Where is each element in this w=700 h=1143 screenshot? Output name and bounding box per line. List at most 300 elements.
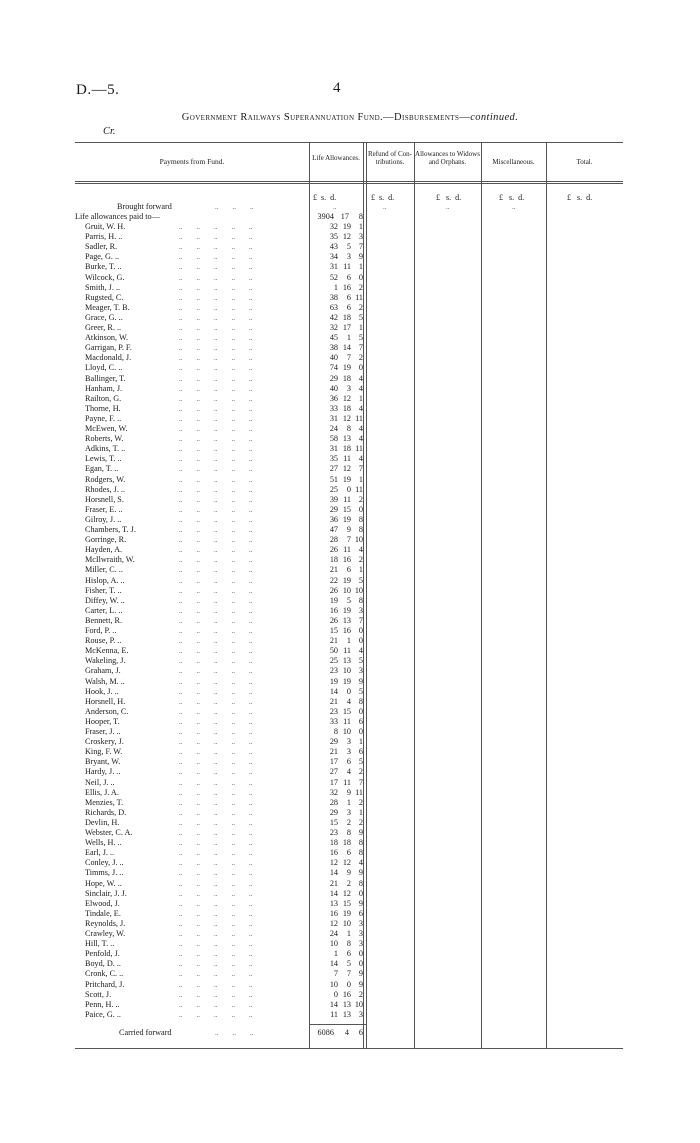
amount-pence: 3	[358, 939, 363, 949]
life-allowance-amount	[311, 565, 363, 575]
amount-shillings: 9	[346, 525, 351, 534]
amount-pence: 9	[358, 252, 363, 262]
amount-shillings: 5	[346, 242, 351, 252]
life-allowance-amount	[311, 929, 363, 939]
life-allowance-amount	[311, 232, 363, 242]
amount-pounds: 32	[329, 787, 338, 797]
amount-shillings: 16	[342, 989, 351, 999]
amount-pounds: 21	[329, 747, 338, 757]
leader-dots: .. .. .. .. ..	[179, 798, 253, 807]
amount-shillings: 16	[342, 555, 351, 565]
amount-shillings: 7	[346, 535, 351, 545]
leader-dots: .. .. .. .. ..	[179, 536, 253, 545]
amount-pounds: 17	[329, 777, 338, 787]
amount-shillings: 10	[342, 585, 351, 595]
amount-pounds: 16	[329, 848, 338, 858]
payee-name: King, F. W.	[85, 747, 123, 757]
table-row	[75, 576, 623, 586]
leader-dots: .. .. .. .. ..	[179, 1010, 253, 1019]
leader-dots: .. .. .. .. ..	[179, 425, 253, 433]
life-allowance-amount	[311, 475, 363, 485]
amount-shillings: 19	[342, 575, 351, 585]
amount-pence: 2	[358, 282, 363, 292]
leader-dots: .. .. .. .. ..	[179, 556, 253, 565]
leader-dots: .. .. .. .. ..	[179, 303, 253, 312]
life-allowance-amount	[311, 464, 363, 474]
leader-dots: .. .. .. .. ..	[179, 596, 253, 605]
amount-shillings: 10	[342, 666, 351, 676]
payee-name: Hanham, J.	[85, 383, 123, 393]
payee-name: Smith, J. ..	[85, 282, 121, 292]
leader-dots: .. .. .. .. ..	[179, 324, 253, 332]
life-allowance-amount	[311, 535, 363, 545]
table-row	[75, 788, 623, 798]
life-allowance-amount	[311, 980, 363, 990]
leader-dots: .. .. .. .. ..	[179, 859, 253, 868]
amount-shillings: 10	[342, 727, 351, 736]
widows-d: d.	[455, 193, 462, 202]
life-allowance-amount	[311, 303, 363, 313]
table-row	[75, 252, 623, 262]
payee-name: Timms, J. ..	[85, 868, 124, 878]
life-allowance-amount	[311, 273, 363, 283]
amount-pounds: 23	[329, 666, 338, 676]
payee-name: Sadler, R.	[85, 242, 118, 252]
payee-name: Croskery, J.	[85, 737, 124, 747]
amount-pounds: 21	[329, 878, 338, 888]
amount-pounds: 36	[329, 514, 338, 524]
amount-pence: 8	[358, 838, 363, 848]
leader-dots: .. .. .. .. ..	[179, 566, 253, 575]
life-allowance-amount	[311, 767, 363, 777]
table-row	[75, 222, 623, 232]
table-row	[75, 565, 623, 575]
leader-dots: .. .. .. .. ..	[179, 223, 253, 231]
amount-pounds: 23	[329, 706, 338, 716]
table-row	[75, 959, 623, 969]
amount-pounds: 31	[329, 262, 338, 272]
amount-pence: 11	[355, 444, 363, 454]
amount-pence: 0	[358, 959, 363, 969]
amount-pence: 0	[358, 706, 363, 716]
cf-pence: 6	[358, 1028, 363, 1037]
amount-pounds: 52	[329, 272, 338, 282]
leader-dots: .. .. .. .. ..	[179, 728, 253, 736]
table-row	[75, 808, 623, 818]
table-row	[75, 757, 623, 767]
life-allowance-amount	[311, 990, 363, 1000]
amount-shillings: 19	[342, 222, 351, 231]
amount-pounds: 23	[329, 828, 338, 837]
amount-pence: 6	[358, 747, 363, 757]
life-allowance-amount	[311, 485, 363, 495]
amount-pence: 5	[358, 312, 363, 322]
table-top-rule	[75, 142, 623, 143]
amount-pence: 8	[358, 696, 363, 706]
life-allowance-amount	[311, 636, 363, 646]
leader-dots: .. .. .. .. ..	[179, 465, 253, 474]
payee-name: Conley, J. ..	[85, 858, 124, 868]
table-row	[75, 525, 623, 535]
leader-dots: .. .. .. .. ..	[179, 475, 253, 484]
bf-shillings: 17	[340, 212, 349, 221]
amount-pounds: 28	[329, 535, 338, 545]
amount-pence: 0	[358, 949, 363, 959]
amount-shillings: 11	[343, 646, 351, 656]
page-number: 4	[333, 80, 341, 96]
amount-pounds: 36	[329, 393, 338, 403]
carried-forward-amount	[311, 1028, 363, 1038]
leader-dots: .. .. .. .. ..	[179, 940, 253, 949]
table-row	[75, 475, 623, 485]
header-life: Life Allowances.	[312, 154, 360, 162]
amount-pence: 1	[358, 222, 363, 231]
amount-pounds: 14	[329, 959, 338, 969]
table-row	[75, 293, 623, 303]
table-row	[75, 707, 623, 717]
payee-name: Hill, T. ..	[85, 939, 115, 949]
amount-pounds: 18	[329, 838, 338, 848]
table-row	[75, 889, 623, 899]
payee-name: Boyd, D. ..	[85, 959, 121, 969]
payee-name: Gilroy, J. ..	[85, 514, 122, 524]
amount-pence: 10	[354, 585, 363, 595]
payee-name: Miller, C. ..	[85, 565, 123, 575]
table-row	[75, 990, 623, 1000]
section-label-row	[75, 212, 623, 222]
payee-name: Hooper, T.	[85, 716, 120, 726]
life-currency	[313, 193, 361, 202]
amount-pounds: 35	[329, 232, 338, 242]
amount-pence: 3	[358, 666, 363, 676]
life-allowance-amount	[311, 747, 363, 757]
amount-shillings: 3	[346, 383, 351, 393]
payee-name: Payne, F. ..	[85, 413, 122, 423]
payee-name: Sinclair, J. J.	[85, 888, 127, 898]
leader-dots: .. .. .. .. ..	[179, 919, 253, 928]
leader-dots: .. .. .. .. ..	[179, 576, 253, 585]
amount-shillings: 4	[346, 696, 351, 706]
leader-dots: .. .. .. .. ..	[179, 899, 253, 908]
life-allowance-amount	[311, 717, 363, 727]
amount-shillings: 13	[342, 656, 351, 666]
payee-name: Reynolds, J.	[85, 918, 126, 928]
table-row	[75, 242, 623, 252]
amount-pence: 8	[358, 525, 363, 534]
payee-name: McKenna, E.	[85, 646, 129, 656]
amount-pence: 10	[354, 535, 363, 545]
amount-shillings: 5	[346, 959, 351, 969]
amount-shillings: 12	[342, 413, 351, 423]
table-row	[75, 1010, 623, 1020]
refund-currency	[371, 193, 413, 202]
amount-pence: 1	[358, 565, 363, 575]
amount-shillings: 10	[342, 918, 351, 928]
payee-name: Chambers, T. J.	[85, 525, 136, 534]
amount-pence: 5	[358, 686, 363, 696]
leader-dots: .. .. .. .. ..	[179, 606, 253, 615]
life-allowance-amount	[311, 646, 363, 656]
table-row	[75, 798, 623, 808]
table-row	[75, 848, 623, 858]
amount-shillings: 19	[342, 363, 351, 373]
table-row	[75, 646, 623, 656]
leader-dots: .. .. .. .. ..	[179, 930, 253, 938]
amount-pounds: 63	[329, 302, 338, 312]
table-row	[75, 384, 623, 394]
table-row	[75, 919, 623, 929]
table-row	[75, 616, 623, 626]
amount-pounds: 15	[329, 626, 338, 635]
amount-pounds: 38	[329, 343, 338, 353]
leader-dots: .. .. .. .. ..	[179, 273, 253, 282]
life-allowance-amount	[311, 818, 363, 828]
amount-pence: 11	[355, 484, 363, 494]
amount-pence: 0	[358, 626, 363, 635]
amount-shillings: 1	[346, 797, 351, 807]
payee-name: Pritchard, J.	[85, 979, 125, 989]
amount-pence: 4	[358, 434, 363, 444]
amount-shillings: 12	[342, 393, 351, 403]
payee-name: Ellis, J. A.	[85, 787, 119, 797]
table-row	[75, 485, 623, 495]
leader-dots: .. .. .. .. ..	[179, 778, 253, 787]
bf-pounds: 3904	[317, 212, 334, 221]
payee-name: Elwood, J.	[85, 898, 120, 908]
life-allowance-amount	[311, 606, 363, 616]
amount-pence: 4	[358, 545, 363, 555]
payee-name: Hook, J. ..	[85, 686, 119, 696]
table-row	[75, 868, 623, 878]
page-reference: D.—5.	[76, 82, 120, 98]
amount-pence: 8	[358, 878, 363, 888]
amount-pence: 2	[358, 555, 363, 565]
leader-dots: .. .. ..	[215, 203, 254, 211]
table-row	[75, 262, 623, 272]
header-widows: Allowances to Widows and Orphans.	[415, 150, 480, 166]
payee-name: Railton, G.	[85, 393, 122, 403]
bf-pence: 8	[358, 212, 363, 221]
amount-shillings: 19	[342, 676, 351, 686]
life-allowance-amount	[311, 808, 363, 818]
life-allowance-amount	[311, 586, 363, 596]
table-row	[75, 747, 623, 757]
brought-forward-filler: ..	[333, 203, 337, 211]
leader-dots: .. .. .. .. ..	[179, 364, 253, 373]
payee-name: Crawley, W.	[85, 929, 126, 938]
leader-dots: .. .. .. .. ..	[179, 627, 253, 635]
amount-shillings: 2	[346, 817, 351, 827]
amount-pence: 11	[355, 787, 363, 797]
widows-currency	[436, 193, 480, 202]
amount-pounds: 16	[329, 605, 338, 615]
amount-pence: 11	[355, 292, 363, 302]
header-refund: Refund of Con- tributions.	[368, 150, 412, 166]
payee-name: Gorringe, R.	[85, 535, 127, 545]
payee-name: Bennett, R.	[85, 615, 123, 625]
table-row	[75, 697, 623, 707]
amount-shillings: 11	[343, 777, 351, 787]
life-allowance-amount	[311, 677, 363, 687]
amount-pounds: 14	[329, 868, 338, 878]
amount-pounds: 14	[329, 999, 338, 1009]
amount-pence: 1	[358, 807, 363, 817]
life-allowance-amount	[311, 576, 363, 586]
payee-name: Fraser, E. ..	[85, 504, 123, 514]
amount-pence: 8	[358, 848, 363, 858]
amount-pounds: 0	[333, 989, 338, 999]
table-row	[75, 727, 623, 737]
amount-pence: 5	[358, 656, 363, 666]
amount-pence: 4	[358, 424, 363, 433]
amount-pence: 7	[358, 242, 363, 252]
amount-pence: 1	[358, 393, 363, 403]
amount-pence: 11	[355, 413, 363, 423]
amount-shillings: 7	[346, 969, 351, 979]
leader-dots: .. .. .. .. ..	[179, 414, 253, 423]
misc-currency	[499, 193, 545, 202]
table-row	[75, 677, 623, 687]
amount-pounds: 16	[329, 908, 338, 918]
table-row	[75, 899, 623, 909]
leader-dots: .. .. .. .. ..	[179, 990, 253, 999]
life-allowance-amount	[311, 333, 363, 343]
payee-name: Rodgers, W.	[85, 474, 126, 484]
life-allowance-amount	[311, 959, 363, 969]
amount-pence: 0	[358, 636, 363, 646]
leader-dots: .. .. .. .. ..	[179, 738, 253, 747]
table-row	[75, 545, 623, 555]
life-allowance-amount	[311, 384, 363, 394]
leader-dots: .. .. .. .. ..	[179, 435, 253, 444]
amount-pounds: 10	[329, 979, 338, 989]
amount-shillings: 1	[346, 636, 351, 646]
total-d: d.	[586, 193, 593, 202]
amount-shillings: 3	[346, 252, 351, 262]
amount-shillings: 8	[346, 828, 351, 837]
leader-dots: .. .. .. .. ..	[179, 1000, 253, 1009]
amount-shillings: 8	[346, 939, 351, 949]
amount-shillings: 11	[343, 454, 351, 464]
leader-dots: .. .. ..	[215, 1029, 254, 1037]
leader-dots: .. .. .. .. ..	[179, 495, 253, 504]
amount-pence: 0	[358, 504, 363, 514]
amount-pounds: 33	[329, 403, 338, 413]
life-allowance-amount	[311, 404, 363, 414]
amount-pounds: 51	[329, 474, 338, 484]
amount-shillings: 2	[346, 878, 351, 888]
table-bottom-rule	[75, 1048, 623, 1049]
amount-shillings: 0	[346, 686, 351, 696]
leader-dots: .. .. .. .. ..	[179, 829, 253, 837]
life-allowance-amount	[311, 919, 363, 929]
life-allowance-amount	[311, 363, 363, 373]
leader-dots: .. .. .. .. ..	[179, 707, 253, 716]
life-allowance-amount	[311, 323, 363, 333]
leader-dots: .. .. .. .. ..	[179, 637, 253, 646]
life-allowance-amount	[311, 737, 363, 747]
amount-pence: 9	[358, 828, 363, 837]
life-allowance-amount	[311, 555, 363, 565]
refund-s: s.	[379, 193, 385, 202]
amount-shillings: 13	[342, 615, 351, 625]
payee-name: Adkins, T. ..	[85, 444, 126, 454]
amount-shillings: 19	[342, 514, 351, 524]
table-row	[75, 778, 623, 788]
amount-pence: 9	[358, 979, 363, 989]
leader-dots: .. .. .. .. ..	[179, 980, 253, 989]
table-row	[75, 828, 623, 838]
header-payments: Payments from Fund.	[159, 157, 225, 166]
table-row	[75, 818, 623, 828]
amount-shillings: 11	[343, 262, 351, 272]
amount-pence: 9	[358, 676, 363, 686]
amount-pence: 3	[358, 929, 363, 938]
amount-pounds: 42	[329, 312, 338, 322]
life-d: d.	[330, 193, 337, 202]
payee-name: Parris, H. ..	[85, 232, 123, 242]
payee-name: Wells, H. ..	[85, 838, 122, 848]
amount-shillings: 1	[346, 929, 351, 938]
amount-pounds: 32	[329, 323, 338, 332]
header-misc: Miscellaneous.	[492, 158, 535, 166]
amount-shillings: 4	[346, 767, 351, 777]
life-allowance-amount	[311, 505, 363, 515]
life-allowance-amount	[311, 293, 363, 303]
amount-pounds: 26	[329, 545, 338, 555]
leader-dots: .. .. .. .. ..	[179, 263, 253, 272]
brought-forward-filler: ..	[446, 203, 450, 211]
payee-name: Horsnell, S.	[85, 494, 124, 504]
amount-pence: 5	[358, 333, 363, 343]
header-bottom-rule	[75, 181, 623, 182]
payee-name: Atkinson, W.	[85, 333, 128, 343]
life-allowance-amount	[311, 525, 363, 535]
payee-name: Paice, G. ..	[85, 1009, 121, 1019]
total-currency	[567, 193, 621, 202]
life-allowance-amount	[311, 596, 363, 606]
life-allowance-amount	[311, 687, 363, 697]
account-side: Cr.	[103, 126, 116, 137]
life-allowance-amount	[311, 707, 363, 717]
table-row	[75, 858, 623, 868]
misc-s: s.	[509, 193, 515, 202]
leader-dots: .. .. .. .. ..	[179, 586, 253, 595]
leader-dots: .. .. .. .. ..	[179, 758, 253, 767]
disbursements-table	[75, 142, 623, 1052]
table-row	[75, 687, 623, 697]
amount-pounds: 13	[329, 898, 338, 908]
amount-pounds: 40	[329, 383, 338, 393]
amount-pence: 3	[358, 232, 363, 242]
amount-pence: 4	[358, 858, 363, 868]
table-row	[75, 606, 623, 616]
table-row	[75, 1000, 623, 1010]
amount-shillings: 13	[342, 434, 351, 444]
header-total: Total.	[576, 158, 593, 166]
payee-name: Roberts, W.	[85, 434, 124, 444]
amount-pence: 8	[358, 595, 363, 605]
payee-name: Tindale, E.	[85, 908, 121, 918]
leader-dots: .. .. .. .. ..	[179, 293, 253, 302]
table-row	[75, 454, 623, 464]
table-row	[75, 939, 623, 949]
leader-dots: .. .. .. .. ..	[179, 344, 253, 353]
amount-shillings: 13	[342, 1009, 351, 1019]
table-row	[75, 374, 623, 384]
amount-pounds: 21	[329, 565, 338, 575]
life-allowance-amount	[311, 879, 363, 889]
